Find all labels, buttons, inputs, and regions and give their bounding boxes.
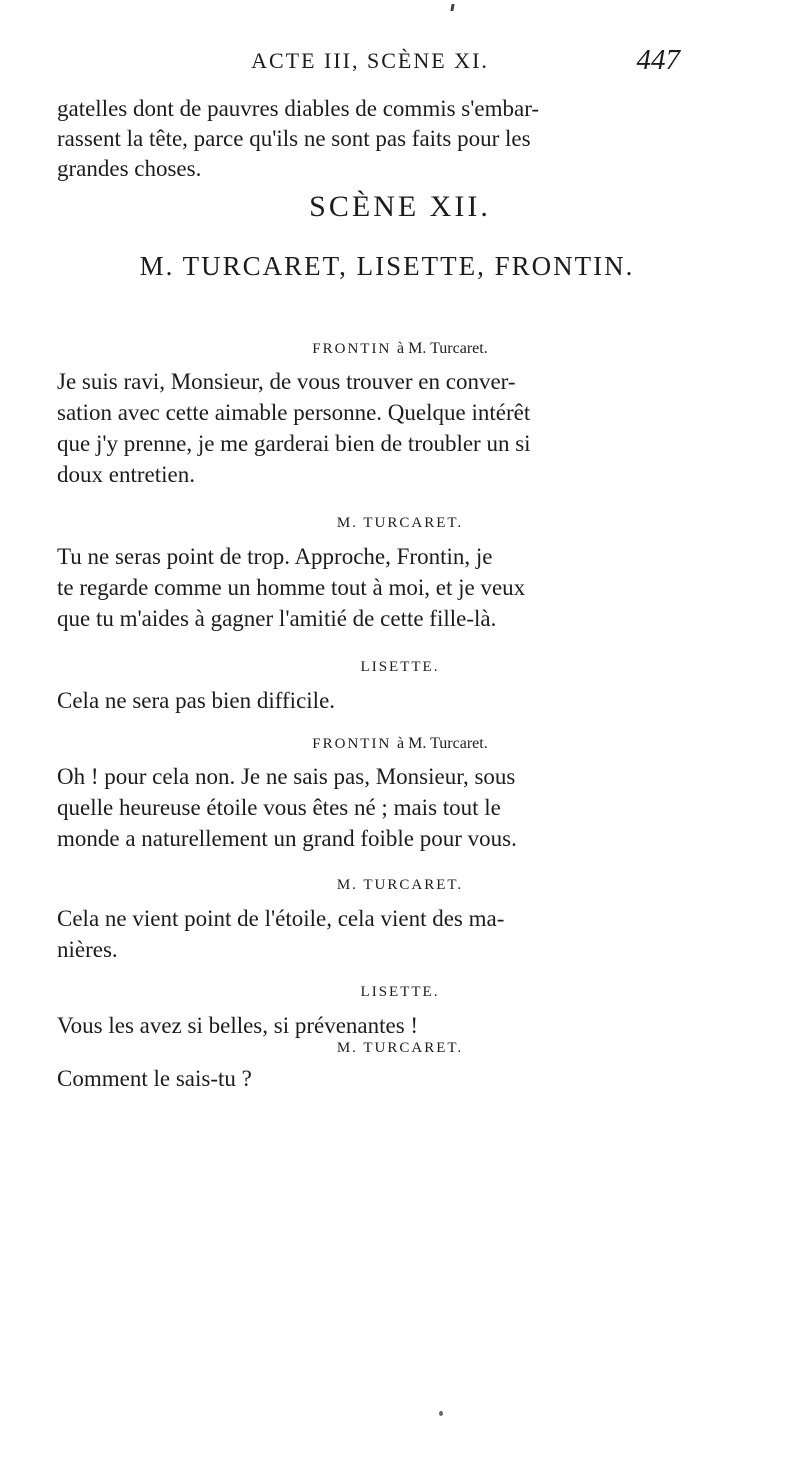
speech-text: Oh ! pour cela non. Je ne sais pas, Monsieur, sous quelle heureuse étoile vous êtes né ; mais tout le monde a naturellement un grand foible pour vous. [57, 764, 517, 851]
scene-title: SCÈNE XII. [309, 190, 491, 223]
stage-direction: à M. Turcaret. [397, 340, 488, 357]
speaker-label [0, 659, 800, 676]
page-number: 447 [636, 44, 680, 76]
speech-text: Cela ne vient point de l'étoile, cela vient des ma- nières. [57, 906, 505, 962]
speech-text: Cela ne sera pas bien difficile. [57, 688, 336, 713]
speaker-name: FRONTIN [312, 341, 392, 357]
speaker-label [0, 1040, 800, 1057]
running-head [60, 44, 680, 88]
speaker-name: M. TURCARET. [336, 1040, 464, 1056]
speaker-name: LISETTE. [360, 984, 440, 1000]
speech-text: Comment le sais-tu ? [57, 1066, 252, 1091]
speaker-label [0, 515, 800, 532]
scene-characters: M. TURCARET, LISETTE, FRONTIN. [139, 251, 635, 281]
speaker-name: M. TURCARET. [336, 877, 464, 893]
speaker-name: LISETTE. [360, 659, 440, 675]
speaker-label [0, 877, 800, 894]
ink-mark-top [450, 4, 454, 11]
speech-text: Je suis ravi, Monsieur, de vous trouver en conver- sation avec cette aimable personne. Quelque intérêt que j'y prenne, je me garderai bien de troubler un si doux entretien. [57, 369, 531, 487]
carryover-paragraph: gatelles dont de pauvres diables de commis s'embar- rassent la tête, parce qu'ils ne sont pas faits pour les grandes choses. [57, 96, 540, 181]
speech-text: Tu ne seras point de trop. Approche, Frontin, je te regarde comme un homme tout à moi, et je veux que tu m'aides à gagner l'amitié de cette fille-là. [57, 544, 526, 631]
ink-dot [439, 1411, 443, 1416]
speaker-label [0, 340, 800, 358]
speaker-label [0, 735, 800, 753]
speech-text: Vous les avez si belles, si prévenantes ! [57, 1013, 419, 1038]
speaker-name: M. TURCARET. [336, 515, 464, 531]
speaker-label [0, 984, 800, 1001]
running-title: ACTE III, SCÈNE XI. [251, 48, 489, 73]
stage-direction: à M. Turcaret. [397, 735, 488, 752]
speaker-name: FRONTIN [312, 736, 392, 752]
